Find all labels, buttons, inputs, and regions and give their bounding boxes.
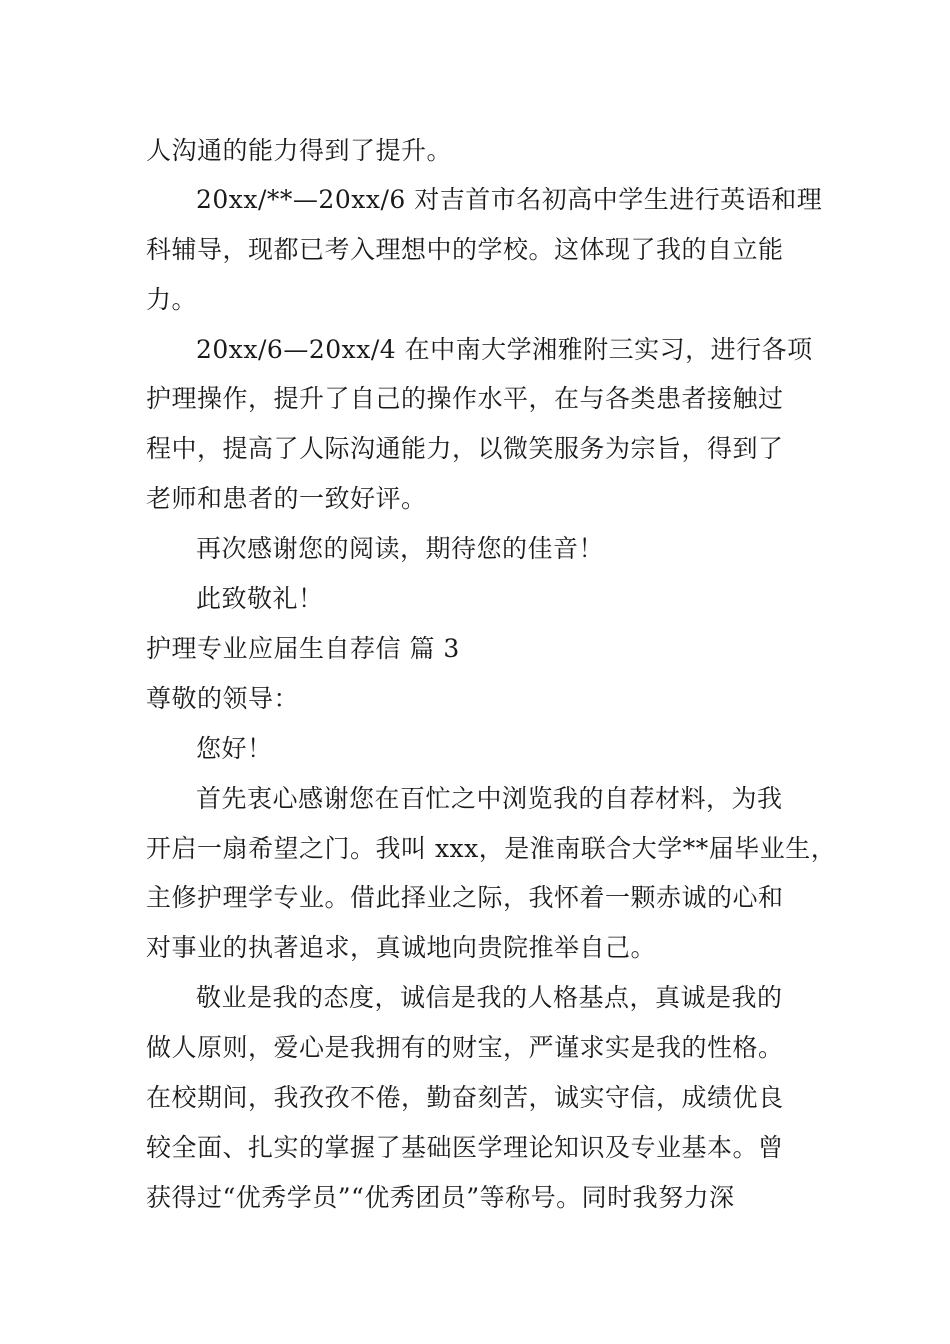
text-line: 20xx/**—20xx/6 对吉首市名初高中学生进行英语和理: [196, 185, 823, 214]
text-line: 做人原则，爱心是我拥有的财宝，严谨求实是我的性格。: [146, 1033, 784, 1062]
text-line: 获得过“优秀学员”“优秀团员”等称号。同时我努力深: [146, 1183, 735, 1212]
text-line: 程中，提高了人际沟通能力，以微笑服务为宗旨，得到了: [146, 434, 784, 463]
text-line: 护理操作，提升了自己的操作水平，在与各类患者接触过: [146, 384, 784, 413]
text-line: 较全面、扎实的掌握了基础医学理论知识及专业基本。曾: [146, 1133, 784, 1162]
text-line: 主修护理学专业。借此择业之际，我怀着一颗赤诚的心和: [146, 883, 784, 912]
text-line: 20xx/6—20xx/4 在中南大学湘雅附三实习，进行各项: [196, 335, 813, 364]
text-line: 首先衷心感谢您在百忙之中浏览我的自荐材料，为我: [196, 784, 783, 813]
salutation: 尊敬的领导：: [146, 684, 300, 713]
text-line: 科辅导，现都已考入理想中的学校。这体现了我的自立能: [146, 235, 784, 264]
text-line: 人沟通的能力得到了提升。: [146, 136, 453, 165]
text-line: 开启一扇希望之门。我叫 xxx，是淮南联合大学**届毕业生，: [146, 834, 837, 863]
greeting: 您好！: [196, 734, 273, 763]
text-line: 老师和患者的一致好评。: [146, 484, 427, 513]
text-line: 敬业是我的态度，诚信是我的人格基点，真诚是我的: [196, 983, 783, 1012]
text-line: 此致敬礼！: [196, 584, 324, 613]
text-line: 对事业的执著追求，真诚地向贵院推举自己。: [146, 933, 657, 962]
text-line: 在校期间，我孜孜不倦，勤奋刻苦，诚实守信，成绩优良: [146, 1083, 784, 1112]
text-line: 力。: [146, 285, 198, 314]
text-line: 再次感谢您的阅读，期待您的佳音！: [196, 534, 605, 563]
section-heading: 护理专业应届生自荐信 篇 3: [146, 634, 460, 663]
